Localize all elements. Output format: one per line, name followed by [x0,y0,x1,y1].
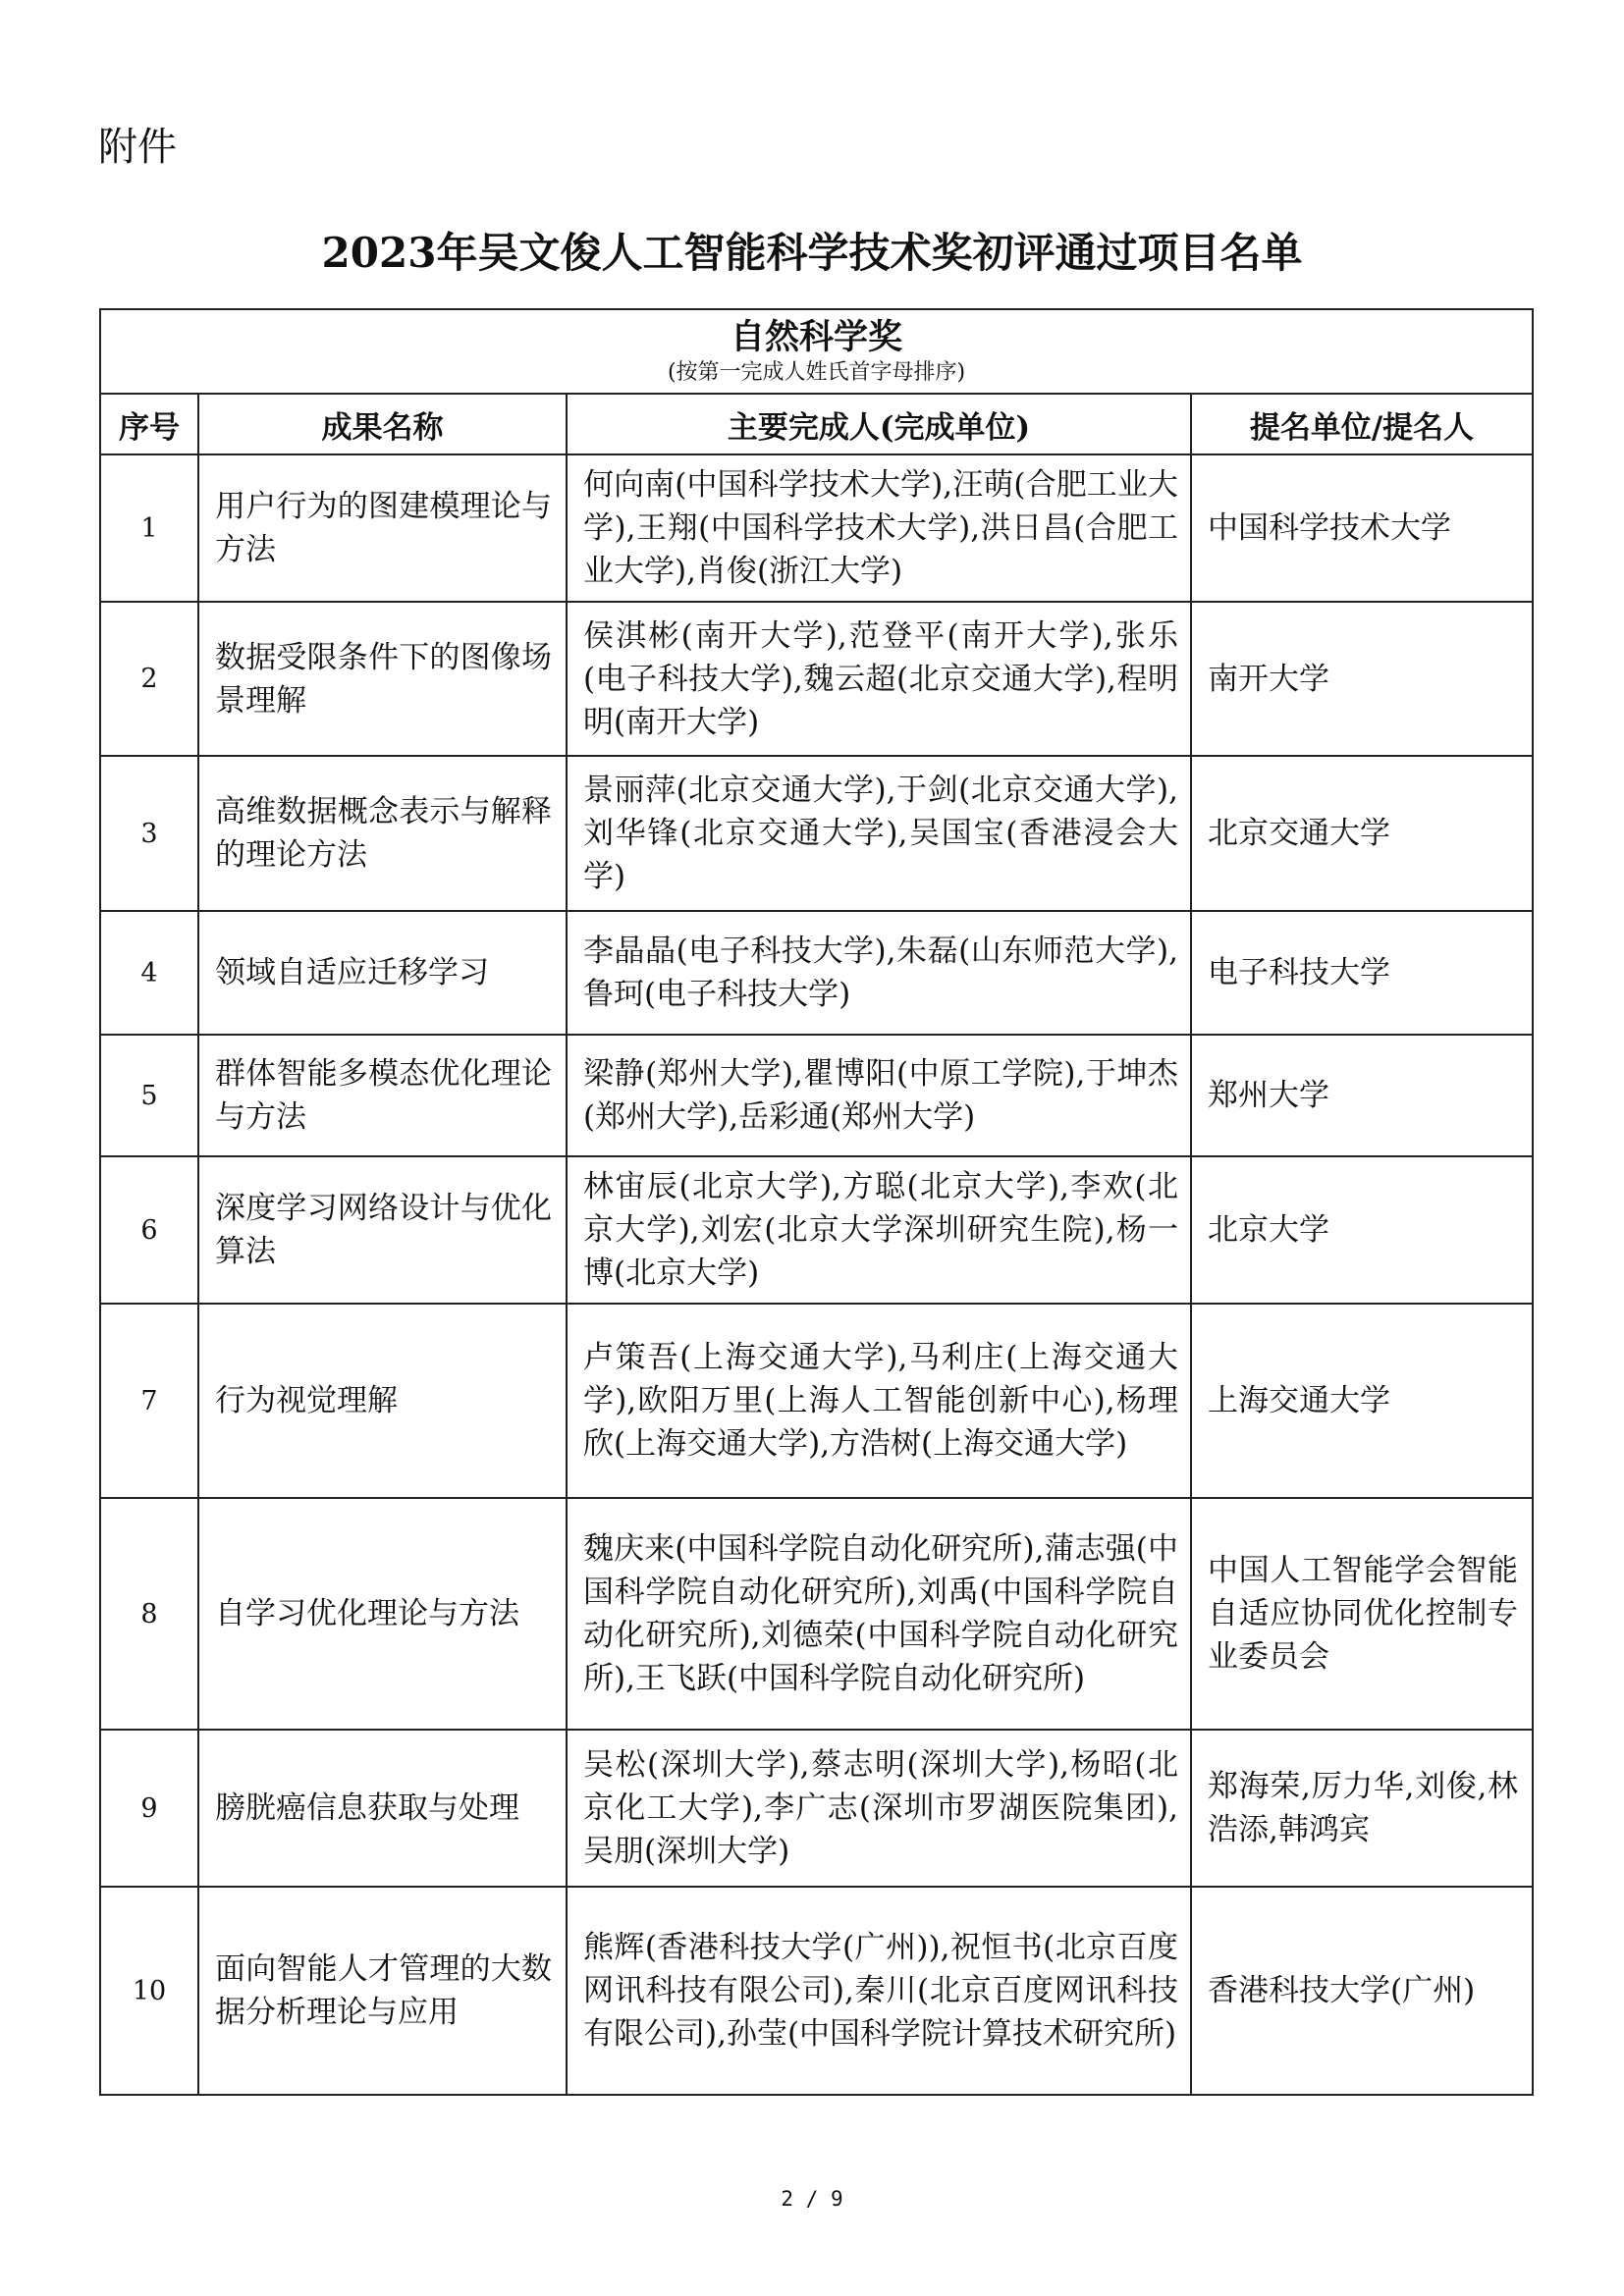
table-row [100,756,1533,911]
main-contributors: 林宙辰(北京大学),方聪(北京大学),李欢(北京大学),刘宏(北京大学深圳研究生院),杨一博(北京大学) [567,1156,1191,1304]
nominator: 香港科技大学(广州) [1191,1887,1533,2095]
row-number: 8 [100,1498,198,1730]
project-title: 群体智能多模态优化理论与方法 [198,1035,567,1156]
table-row [100,1887,1533,2095]
row-number: 10 [100,1887,198,2095]
page-number: 2 / 9 [781,2187,843,2211]
nominator: 郑州大学 [1191,1035,1533,1156]
table-row [100,454,1533,602]
nominator: 南开大学 [1191,602,1533,756]
project-title: 高维数据概念表示与解释的理论方法 [198,756,567,911]
column-header-title: 成果名称 [198,394,567,454]
section-header [100,309,1533,394]
row-number: 1 [100,454,198,602]
main-contributors: 何向南(中国科学技术大学),汪萌(合肥工业大学),王翔(中国科学技术大学),洪日昌(合肥工业大学),肖俊(浙江大学) [567,454,1191,602]
main-contributors: 熊辉(香港科技大学(广州)),祝恒书(北京百度网讯科技有限公司),秦川(北京百度网讯科技有限公司),孙莹(中国科学院计算技术研究所) [567,1887,1191,2095]
column-header-row [100,394,1533,454]
nominator: 北京交通大学 [1191,756,1533,911]
table-row [100,1498,1533,1730]
row-number: 6 [100,1156,198,1304]
project-title: 行为视觉理解 [198,1304,567,1498]
section-name: 自然科学奖 [731,317,903,357]
main-contributors: 梁静(郑州大学),瞿博阳(中原工学院),于坤杰(郑州大学),岳彩通(郑州大学) [567,1035,1191,1156]
main-contributors: 李晶晶(电子科技大学),朱磊(山东师范大学),鲁珂(电子科技大学) [567,911,1191,1035]
column-header-people: 主要完成人(完成单位) [567,394,1191,454]
main-contributors: 景丽萍(北京交通大学),于剑(北京交通大学),刘华锋(北京交通大学),吴国宝(香港浸会大学) [567,756,1191,911]
table-row [100,1730,1533,1887]
award-table-container [99,308,1532,2096]
main-contributors: 侯淇彬(南开大学),范登平(南开大学),张乐(电子科技大学),魏云超(北京交通大学),程明明(南开大学) [567,602,1191,756]
nominator: 电子科技大学 [1191,911,1533,1035]
row-number: 7 [100,1304,198,1498]
table-row [100,1304,1533,1498]
main-contributors: 卢策吾(上海交通大学),马利庄(上海交通大学),欧阳万里(上海人工智能创新中心),杨理欣(上海交通大学),方浩树(上海交通大学) [567,1304,1191,1498]
row-number: 3 [100,756,198,911]
row-number: 4 [100,911,198,1035]
table-row [100,911,1533,1035]
row-number: 9 [100,1730,198,1887]
row-number: 2 [100,602,198,756]
main-contributors: 吴松(深圳大学),蔡志明(深圳大学),杨昭(北京化工大学),李广志(深圳市罗湖医院集团),吴朋(深圳大学) [567,1730,1191,1887]
project-title: 膀胱癌信息获取与处理 [198,1730,567,1887]
document-title: 2023年吴文俊人工智能科学技术奖初评通过项目名单 [321,229,1303,277]
table-row [100,602,1533,756]
attachment-label: 附件 [98,125,177,170]
column-header-no: 序号 [100,394,198,454]
nominator: 上海交通大学 [1191,1304,1533,1498]
row-number: 5 [100,1035,198,1156]
nominator: 郑海荣,厉力华,刘俊,林浩添,韩鸿宾 [1191,1730,1533,1887]
table-row [100,1035,1533,1156]
nominator: 中国科学技术大学 [1191,454,1533,602]
column-header-nominator: 提名单位/提名人 [1191,394,1533,454]
main-contributors: 魏庆来(中国科学院自动化研究所),蒲志强(中国科学院自动化研究所),刘禹(中国科学院自动化研究所),刘德荣(中国科学院自动化研究所),王飞跃(中国科学院自动化研究所) [567,1498,1191,1730]
nominator: 中国人工智能学会智能自适应协同优化控制专业委员会 [1191,1498,1533,1730]
award-table [99,308,1534,2096]
project-title: 用户行为的图建模理论与方法 [198,454,567,602]
project-title: 面向智能人才管理的大数据分析理论与应用 [198,1887,567,2095]
project-title: 领域自适应迁移学习 [198,911,567,1035]
section-note: (按第一完成人姓氏首字母排序) [667,360,966,385]
section-header-row [100,309,1533,394]
project-title: 数据受限条件下的图像场景理解 [198,602,567,756]
table-row [100,1156,1533,1304]
project-title: 深度学习网络设计与优化算法 [198,1156,567,1304]
nominator: 北京大学 [1191,1156,1533,1304]
project-title: 自学习优化理论与方法 [198,1498,567,1730]
